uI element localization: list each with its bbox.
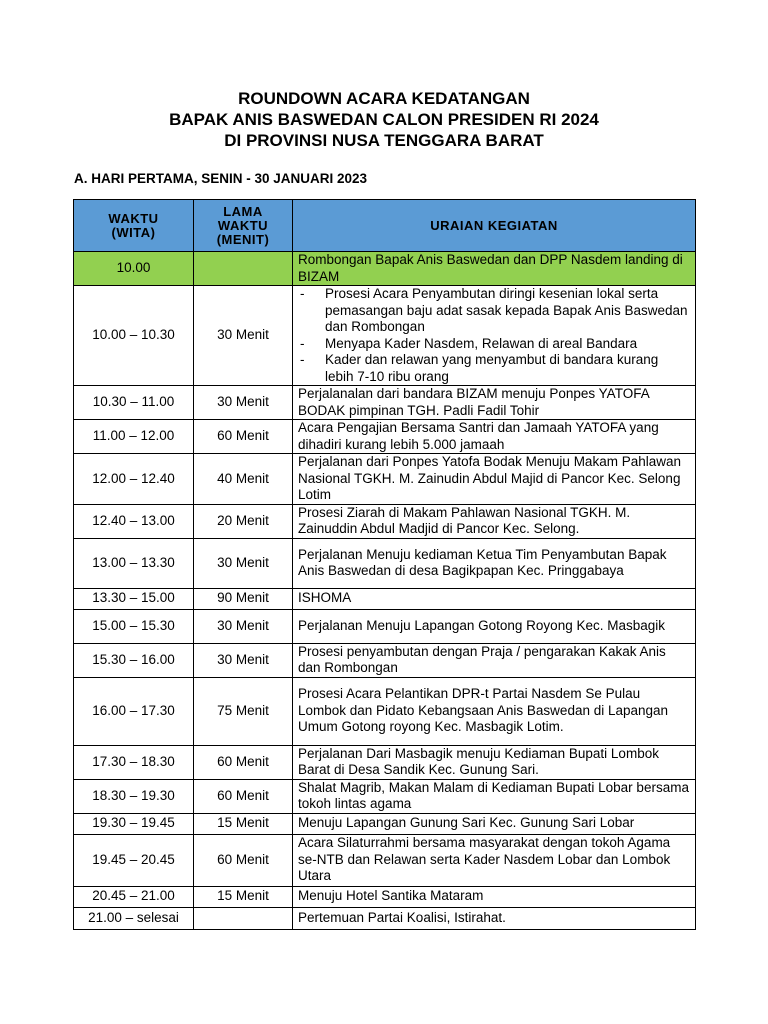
duration-cell: 60 Menit (194, 420, 293, 454)
table-row (74, 745, 696, 779)
time-cell: 19.45 – 20.45 (74, 834, 194, 886)
section-heading: A. HARI PERTAMA, SENIN - 30 JANUARI 2023 (74, 171, 368, 186)
time-cell: 18.30 – 19.30 (74, 779, 194, 813)
table-row (74, 538, 696, 588)
time-cell: 12.40 – 13.00 (74, 504, 194, 538)
header-uraian: URAIAN KEGIATAN (293, 200, 696, 252)
description-cell: Perjalanan Menuju kediaman Ketua Tim Penyambutan Bapak Anis Baswedan di desa Bagikpapan Kec. Pringgabaya (293, 538, 696, 588)
duration-cell (194, 907, 293, 929)
duration-cell: 90 Menit (194, 588, 293, 609)
list-item: - Menyapa Kader Nasdem, Relawan di areal Bandara (298, 336, 690, 353)
description-cell: Perjalanan Dari Masbagik menuju Kediaman Bupati Lombok Barat di Desa Sandik Kec. Gunung Sari. (293, 745, 696, 779)
duration-cell: 30 Menit (194, 643, 293, 677)
description-cell: ISHOMA (293, 588, 696, 609)
duration-cell: 40 Menit (194, 454, 293, 505)
duration-cell: 30 Menit (194, 538, 293, 588)
description-cell: Perjalanan dari Ponpes Yatofa Bodak Menuju Makam Pahlawan Nasional TGKH. M. Zainudin Abdul Majid di Pancor Kec. Selong Lotim (293, 454, 696, 505)
description-cell: Shalat Magrib, Makan Malam di Kediaman Bupati Lobar bersama tokoh lintas agama (293, 779, 696, 813)
table-row (74, 386, 696, 420)
time-cell: 13.30 – 15.00 (74, 588, 194, 609)
duration-cell: 75 Menit (194, 677, 293, 745)
description-cell (293, 286, 696, 386)
time-cell: 21.00 – selesai (74, 907, 194, 929)
duration-cell: 20 Menit (194, 504, 293, 538)
time-cell: 12.00 – 12.40 (74, 454, 194, 505)
time-cell: 10.30 – 11.00 (74, 386, 194, 420)
title-line-1: ROUNDOWN ACARA KEDATANGAN (238, 89, 530, 108)
activity-list (298, 286, 690, 385)
time-cell: 20.45 – 21.00 (74, 886, 194, 907)
duration-cell: 30 Menit (194, 609, 293, 643)
table-row (74, 834, 696, 886)
time-cell: 16.00 – 17.30 (74, 677, 194, 745)
description-cell: Acara Pengajian Bersama Santri dan Jamaah YATOFA yang dihadiri kurang lebih 5.000 jamaah (293, 420, 696, 454)
table-row (74, 813, 696, 834)
duration-cell: 60 Menit (194, 745, 293, 779)
title-line-2: BAPAK ANIS BASWEDAN CALON PRESIDEN RI 2024 (169, 110, 599, 129)
description-cell: Rombongan Bapak Anis Baswedan dan DPP Nasdem landing di BIZAM (293, 252, 696, 286)
header-waktu: WAKTU (WITA) (74, 200, 194, 252)
table-row (74, 588, 696, 609)
header-lama-waktu: LAMA WAKTU (MENIT) (194, 200, 293, 252)
list-item: - Kader dan relawan yang menyambut di bandara kurang lebih 7-10 ribu orang (298, 352, 690, 385)
description-cell: Acara Silaturrahmi bersama masyarakat dengan tokoh Agama se-NTB dan Relawan serta Kader Nasdem Lobar dan Lombok Utara (293, 834, 696, 886)
table-row (74, 504, 696, 538)
time-cell: 10.00 – 10.30 (74, 286, 194, 386)
description-cell: Prosesi penyambutan dengan Praja / pengarakan Kakak Anis dan Rombongan (293, 643, 696, 677)
time-cell: 17.30 – 18.30 (74, 745, 194, 779)
schedule-table (73, 199, 696, 930)
table-row (74, 252, 696, 286)
duration-cell: 30 Menit (194, 286, 293, 386)
description-cell: Prosesi Acara Pelantikan DPR-t Partai Nasdem Se Pulau Lombok dan Pidato Kebangsaan Anis Baswedan di Lapangan Umum Gotong royong Kec. Masbagik Lotim. (293, 677, 696, 745)
description-cell: Menuju Lapangan Gunung Sari Kec. Gunung Sari Lobar (293, 813, 696, 834)
duration-cell: 15 Menit (194, 886, 293, 907)
time-cell: 13.00 – 13.30 (74, 538, 194, 588)
table-row (74, 454, 696, 505)
list-item: - Prosesi Acara Penyambutan diringi kesenian lokal serta pemasangan baju adat sasak kepada Bapak Anis Baswedan dan Rombongan (298, 286, 690, 336)
time-cell: 15.00 – 15.30 (74, 609, 194, 643)
document-title (0, 88, 768, 151)
duration-cell (194, 252, 293, 286)
header-row (74, 200, 696, 252)
table-row (74, 420, 696, 454)
duration-cell: 30 Menit (194, 386, 293, 420)
time-cell: 19.30 – 19.45 (74, 813, 194, 834)
time-cell: 10.00 (74, 252, 194, 286)
duration-cell: 15 Menit (194, 813, 293, 834)
description-cell: Prosesi Ziarah di Makam Pahlawan Nasional TGKH. M. Zainuddin Abdul Madjid di Pancor Kec. Selong. (293, 504, 696, 538)
title-line-3: DI PROVINSI NUSA TENGGARA BARAT (224, 131, 544, 150)
time-cell: 15.30 – 16.00 (74, 643, 194, 677)
table-row (74, 677, 696, 745)
time-cell: 11.00 – 12.00 (74, 420, 194, 454)
description-cell: Menuju Hotel Santika Mataram (293, 886, 696, 907)
duration-cell: 60 Menit (194, 779, 293, 813)
table-row (74, 643, 696, 677)
duration-cell: 60 Menit (194, 834, 293, 886)
table-row (74, 779, 696, 813)
table-row (74, 907, 696, 929)
table-row (74, 286, 696, 386)
table-row (74, 609, 696, 643)
description-cell: Perjalanalan dari bandara BIZAM menuju Ponpes YATOFA BODAK pimpinan TGH. Padli Fadil Tohir (293, 386, 696, 420)
table-row (74, 886, 696, 907)
description-cell: Pertemuan Partai Koalisi, Istirahat. (293, 907, 696, 929)
description-cell: Perjalanan Menuju Lapangan Gotong Royong Kec. Masbagik (293, 609, 696, 643)
